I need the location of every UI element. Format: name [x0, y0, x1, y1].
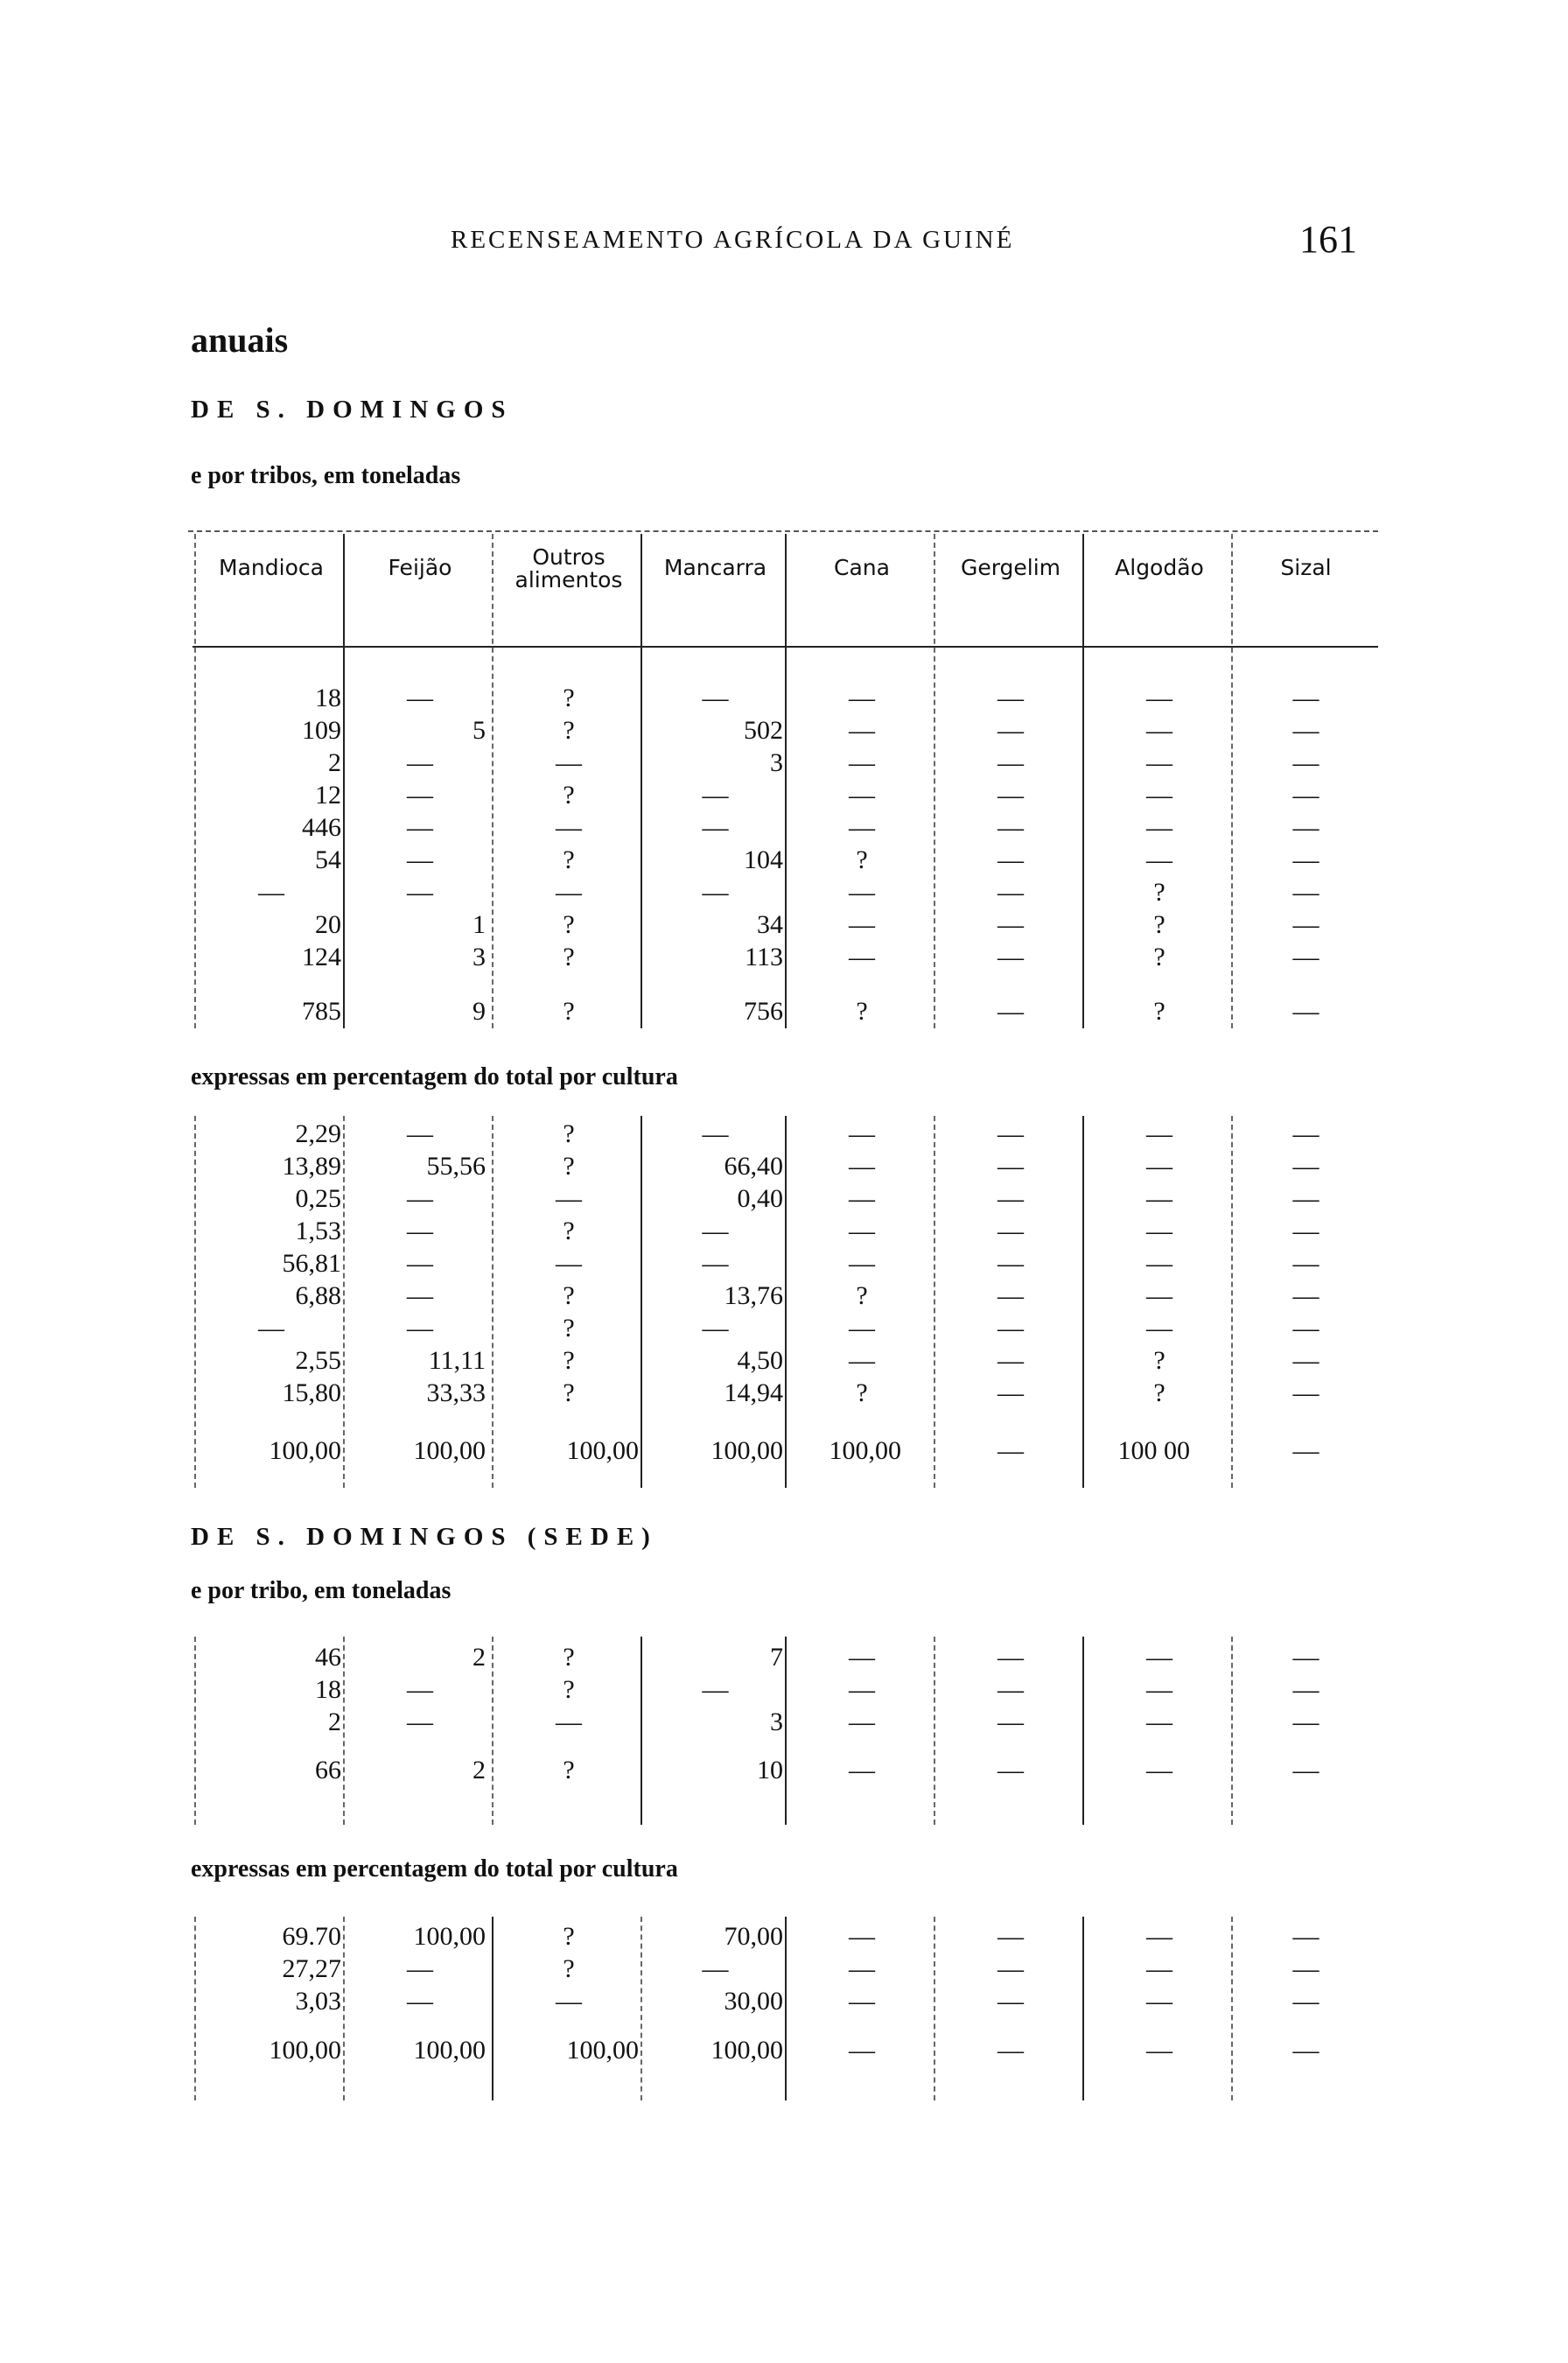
table-cell: 0,25: [295, 1184, 341, 1213]
column-rule: [785, 534, 787, 1028]
total-cell: ?: [856, 997, 868, 1026]
table-cell: —: [849, 1217, 875, 1245]
table-cell: ?: [563, 1346, 575, 1375]
table-cell: 30,00: [724, 1987, 783, 2016]
column-rule: [640, 1917, 642, 2100]
table-cell: —: [1146, 716, 1172, 745]
table-cell: —: [1146, 1954, 1172, 1983]
table-cell: —: [1292, 845, 1320, 874]
table-cell: —: [1292, 878, 1320, 907]
total-cell: 100,00: [413, 1436, 486, 1465]
table-cell: 2: [472, 1643, 486, 1672]
table-cell: —: [849, 1346, 875, 1375]
column-rule: [1082, 1637, 1084, 1825]
table-cell: —: [1292, 1152, 1320, 1181]
table-cell: 104: [744, 845, 783, 874]
table-cell: —: [407, 1281, 433, 1310]
column-header-mancarra: Mancarra: [663, 555, 767, 580]
table-cell: —: [1292, 1707, 1320, 1736]
table-cell: —: [407, 845, 433, 874]
table-cell: 6,88: [295, 1281, 341, 1310]
table-cell: —: [1146, 1675, 1172, 1704]
table-cell: ?: [563, 716, 575, 745]
table-cell: 2,55: [295, 1346, 341, 1375]
table-cell: ?: [563, 910, 575, 939]
table-cell: ?: [563, 1217, 575, 1245]
total-cell: 100,00: [829, 1436, 901, 1465]
table-cell: —: [1292, 716, 1320, 745]
table-cell: —: [998, 1281, 1024, 1310]
table-cell: —: [556, 1707, 582, 1736]
table-cell: —: [1146, 1184, 1172, 1213]
table-cell: —: [998, 781, 1024, 810]
table-cell: —: [702, 878, 729, 907]
table-cell: —: [1146, 1987, 1172, 2016]
left-rule: [194, 1917, 196, 2100]
table-cell: 2: [328, 1707, 341, 1736]
total-cell: 100,00: [269, 2036, 341, 2065]
table-cell: —: [1292, 1217, 1320, 1245]
table-cell: ?: [563, 684, 575, 712]
table-cell: —: [407, 1314, 433, 1343]
table-cell: —: [702, 1249, 729, 1278]
total-cell: —: [1292, 1436, 1320, 1465]
table-cell: 70,00: [724, 1922, 783, 1951]
column-rule: [492, 1637, 494, 1825]
column-rule: [934, 1917, 935, 2100]
table-cell: 100,00: [413, 1922, 486, 1951]
total-cell: 10: [757, 1756, 783, 1785]
table-cell: —: [407, 781, 433, 810]
table-cell: —: [998, 1922, 1024, 1951]
table-cell: —: [849, 684, 875, 712]
table-cell: —: [1146, 781, 1172, 810]
total-cell: —: [998, 1756, 1024, 1785]
table-cell: —: [1146, 1119, 1172, 1148]
table-cell: —: [849, 1249, 875, 1278]
table-cell: —: [998, 1987, 1024, 2016]
table-cell: —: [1146, 1249, 1172, 1278]
table-cell: 3: [472, 943, 486, 971]
column-rule: [1082, 1116, 1084, 1488]
table-cell: —: [998, 1378, 1024, 1407]
total-cell: —: [849, 2036, 875, 2065]
table-cell: —: [849, 1119, 875, 1148]
section1-title: DE S. DOMINGOS: [191, 396, 514, 424]
total-cell: —: [1292, 2036, 1320, 2065]
table-cell: —: [556, 813, 582, 842]
table-cell: ?: [1153, 1378, 1166, 1407]
table-cell: —: [702, 684, 729, 712]
table-cell: 66,40: [724, 1152, 783, 1181]
table-cell: —: [998, 1184, 1024, 1213]
table-cell: ?: [563, 1152, 575, 1181]
left-rule: [194, 1116, 196, 1488]
table-cell: —: [1292, 910, 1320, 939]
table-cell: —: [556, 878, 582, 907]
total-cell: —: [1146, 2036, 1172, 2065]
column-rule: [640, 1637, 642, 1825]
table-cell: —: [998, 1675, 1024, 1704]
table-cell: —: [407, 1707, 433, 1736]
column-header-line: Outros: [532, 544, 606, 570]
table-cell: —: [407, 748, 433, 777]
table-cell: —: [998, 878, 1024, 907]
table-cell: 109: [302, 716, 341, 745]
total-cell: —: [1292, 997, 1320, 1026]
table-cell: —: [407, 1184, 433, 1213]
table-cell: —: [556, 1987, 582, 2016]
table-cell: —: [998, 943, 1024, 971]
column-rule: [1231, 1637, 1233, 1825]
column-rule: [640, 534, 642, 1028]
table-cell: —: [407, 813, 433, 842]
table-cell: 2,29: [295, 1119, 341, 1148]
table-cell: —: [1146, 1314, 1172, 1343]
table-cell: —: [998, 1119, 1024, 1148]
header-top-rule: [188, 530, 1378, 532]
table-cell: ?: [563, 1922, 575, 1951]
table-cell: —: [556, 748, 582, 777]
table-cell: 2: [328, 748, 341, 777]
table-cell: —: [1292, 1119, 1320, 1148]
table-cell: —: [702, 781, 729, 810]
table-cell: —: [849, 716, 875, 745]
table-cell: —: [407, 1675, 433, 1704]
table-cell: —: [407, 1119, 433, 1148]
table-cell: —: [849, 1314, 875, 1343]
table-cell: 15,80: [282, 1378, 341, 1407]
table-cell: —: [258, 1314, 284, 1343]
table-cell: ?: [1153, 878, 1166, 907]
column-rule: [343, 1917, 345, 2100]
table-cell: —: [407, 1249, 433, 1278]
total-cell: 100,00: [269, 1436, 341, 1465]
table-cell: —: [1292, 813, 1320, 842]
column-rule: [343, 1116, 345, 1488]
section2-subtitle-tonnes: e por tribo, em toneladas: [191, 1577, 452, 1604]
table-cell: —: [407, 684, 433, 712]
total-cell: 100,00: [413, 2036, 486, 2065]
total-cell: 756: [744, 997, 783, 1026]
table-cell: 3: [770, 748, 783, 777]
left-rule: [194, 1637, 196, 1825]
table-cell: —: [1292, 1346, 1320, 1375]
table-cell: 1: [472, 910, 486, 939]
table-cell: —: [1146, 813, 1172, 842]
section2-title: DE S. DOMINGOS (SEDE): [191, 1523, 658, 1551]
table-cell: —: [998, 1249, 1024, 1278]
total-cell: —: [849, 1756, 875, 1785]
column-header-mandioca: Mandioca: [219, 555, 324, 580]
table-cell: 113: [745, 943, 783, 971]
table-cell: —: [702, 1954, 729, 1983]
table-cell: —: [849, 1152, 875, 1181]
table-cell: 18: [315, 684, 341, 712]
table-cell: —: [849, 1643, 875, 1672]
table-cell: —: [258, 878, 284, 907]
table-cell: 1,53: [295, 1217, 341, 1245]
table-cell: —: [849, 1922, 875, 1951]
table-cell: 20: [315, 910, 341, 939]
table-cell: —: [998, 716, 1024, 745]
table-cell: —: [849, 1987, 875, 2016]
table-cell: ?: [563, 781, 575, 810]
column-header-outros-alimentos: [494, 546, 643, 592]
table-cell: —: [1146, 1643, 1172, 1672]
column-rule: [492, 1917, 494, 2100]
total-cell: ?: [563, 997, 575, 1026]
section1-subtitle-tonnes: e por tribos, em toneladas: [191, 462, 461, 489]
table-cell: —: [1292, 1249, 1320, 1278]
section2-subtitle-percent: expressas em percentagem do total por cultura: [191, 1855, 678, 1883]
column-header-line: alimentos: [514, 567, 623, 593]
table-cell: —: [849, 1707, 875, 1736]
table-cell: 14,94: [724, 1378, 783, 1407]
table-cell: —: [998, 910, 1024, 939]
table-cell: —: [1292, 781, 1320, 810]
column-header-feij-o: Feijão: [388, 555, 452, 580]
table-cell: —: [849, 1675, 875, 1704]
table-cell: —: [1292, 1184, 1320, 1213]
column-header-algod-o: Algodão: [1115, 555, 1204, 580]
table-cell: —: [1146, 1217, 1172, 1245]
running-head: RECENSEAMENTO AGRÍCOLA DA GUINÉ: [451, 226, 1015, 254]
total-cell: —: [1146, 1756, 1172, 1785]
table-cell: —: [1146, 845, 1172, 874]
table-cell: 46: [315, 1643, 341, 1672]
page-number: 161: [1299, 218, 1357, 261]
table-cell: —: [998, 684, 1024, 712]
table-cell: —: [702, 813, 729, 842]
table-cell: —: [849, 878, 875, 907]
column-rule: [1231, 534, 1233, 1028]
table-cell: 0,40: [737, 1184, 783, 1213]
total-cell: ?: [1153, 997, 1166, 1026]
table-cell: —: [1146, 1922, 1172, 1951]
column-header-cana: Cana: [834, 555, 890, 580]
table-cell: ?: [1153, 943, 1166, 971]
table-cell: —: [1292, 1675, 1320, 1704]
column-rule: [785, 1637, 787, 1825]
column-header-sizal: Sizal: [1280, 555, 1332, 580]
table-cell: ?: [563, 845, 575, 874]
table-cell: —: [849, 781, 875, 810]
total-cell: 100,00: [710, 1436, 783, 1465]
table-cell: —: [998, 748, 1024, 777]
table-cell: —: [849, 943, 875, 971]
table-cell: —: [1292, 1954, 1320, 1983]
table-cell: ?: [856, 845, 868, 874]
table-cell: 54: [315, 845, 341, 874]
total-cell: —: [998, 1436, 1024, 1465]
table-cell: —: [998, 813, 1024, 842]
table-cell: 4,50: [737, 1346, 783, 1375]
table-cell: —: [1292, 748, 1320, 777]
table-cell: —: [407, 1987, 433, 2016]
total-cell: 100 00: [1117, 1436, 1190, 1465]
table-cell: —: [1292, 1378, 1320, 1407]
table-cell: 3,03: [295, 1987, 341, 2016]
column-rule: [492, 1116, 494, 1488]
table-cell: 446: [302, 813, 341, 842]
column-rule: [785, 1116, 787, 1488]
table-cell: —: [998, 1314, 1024, 1343]
table-cell: ?: [563, 1643, 575, 1672]
table-cell: —: [1292, 1314, 1320, 1343]
table-cell: —: [556, 1184, 582, 1213]
table-cell: ?: [563, 1954, 575, 1983]
table-cell: 502: [744, 716, 783, 745]
table-cell: —: [1292, 1987, 1320, 2016]
total-cell: 2: [472, 1756, 486, 1785]
total-cell: —: [998, 2036, 1024, 2065]
table-cell: —: [1146, 1707, 1172, 1736]
table-cell: ?: [563, 1119, 575, 1148]
table-cell: —: [998, 845, 1024, 874]
table-cell: —: [407, 878, 433, 907]
column-rule: [785, 1917, 787, 2100]
table-cell: —: [1292, 684, 1320, 712]
table-cell: ?: [1153, 1346, 1166, 1375]
table-cell: —: [407, 1954, 433, 1983]
total-cell: —: [998, 997, 1024, 1026]
table-cell: 5: [472, 716, 486, 745]
table-cell: —: [998, 1152, 1024, 1181]
total-cell: —: [1292, 1756, 1320, 1785]
section1-subtitle-percent: expressas em percentagem do total por cultura: [191, 1063, 678, 1090]
table-cell: —: [849, 1954, 875, 1983]
table-cell: 13,76: [724, 1281, 783, 1310]
column-rule: [492, 534, 494, 1028]
table-cell: —: [1292, 943, 1320, 971]
table-cell: —: [1292, 1643, 1320, 1672]
total-cell: ?: [563, 1756, 575, 1785]
column-rule: [1082, 534, 1084, 1028]
table-cell: —: [849, 748, 875, 777]
table-cell: 33,33: [426, 1378, 486, 1407]
column-header-gergelim: Gergelim: [960, 555, 1061, 580]
table-cell: ?: [1153, 910, 1166, 939]
column-rule: [640, 1116, 642, 1488]
table-cell: 12: [315, 781, 341, 810]
table-cell: ?: [563, 1675, 575, 1704]
column-rule: [934, 534, 935, 1028]
table-cell: —: [849, 910, 875, 939]
table-cell: —: [1292, 1281, 1320, 1310]
table-cell: —: [702, 1217, 729, 1245]
column-rule: [934, 1637, 935, 1825]
column-rule: [343, 534, 345, 1028]
left-rule: [194, 534, 196, 1028]
table-cell: —: [702, 1119, 729, 1148]
total-cell: 100,00: [710, 2036, 783, 2065]
table-cell: —: [1146, 748, 1172, 777]
heading-anuais: anuais: [191, 320, 289, 360]
table-cell: 55,56: [426, 1152, 486, 1181]
table-cell: —: [998, 1346, 1024, 1375]
column-rule: [343, 1637, 345, 1825]
table-cell: —: [702, 1675, 729, 1704]
column-rule: [1082, 1917, 1084, 2100]
table-cell: ?: [856, 1281, 868, 1310]
table-cell: —: [998, 1707, 1024, 1736]
table-cell: —: [407, 1217, 433, 1245]
table-cell: —: [998, 1217, 1024, 1245]
table-cell: —: [998, 1643, 1024, 1672]
table-cell: ?: [563, 1281, 575, 1310]
table-cell: —: [1146, 1152, 1172, 1181]
table-cell: —: [849, 1184, 875, 1213]
table-cell: ?: [856, 1378, 868, 1407]
total-cell: 100,00: [566, 1436, 639, 1465]
table-cell: 69.70: [282, 1922, 341, 1951]
table-cell: —: [1146, 684, 1172, 712]
table-cell: —: [849, 813, 875, 842]
table-cell: —: [1292, 1922, 1320, 1951]
total-cell: 785: [302, 997, 341, 1026]
table-cell: —: [1146, 1281, 1172, 1310]
table-cell: —: [556, 1249, 582, 1278]
column-rule: [1231, 1917, 1233, 2100]
column-rule: [1231, 1116, 1233, 1488]
table-cell: 3: [770, 1707, 783, 1736]
table-cell: 56,81: [282, 1249, 341, 1278]
table-cell: ?: [563, 943, 575, 971]
table-cell: 34: [757, 910, 783, 939]
table-cell: 124: [302, 943, 341, 971]
table-cell: —: [998, 1954, 1024, 1983]
table-cell: 7: [770, 1643, 783, 1672]
table-cell: 11,11: [428, 1346, 486, 1375]
column-rule: [934, 1116, 935, 1488]
table-cell: 13,89: [282, 1152, 341, 1181]
table-cell: ?: [563, 1378, 575, 1407]
total-cell: 66: [315, 1756, 341, 1785]
total-cell: 9: [472, 997, 486, 1026]
table-cell: 27,27: [282, 1954, 341, 1983]
table-cell: 18: [315, 1675, 341, 1704]
table-cell: —: [702, 1314, 729, 1343]
total-cell: 100,00: [566, 2036, 639, 2065]
table-cell: ?: [563, 1314, 575, 1343]
